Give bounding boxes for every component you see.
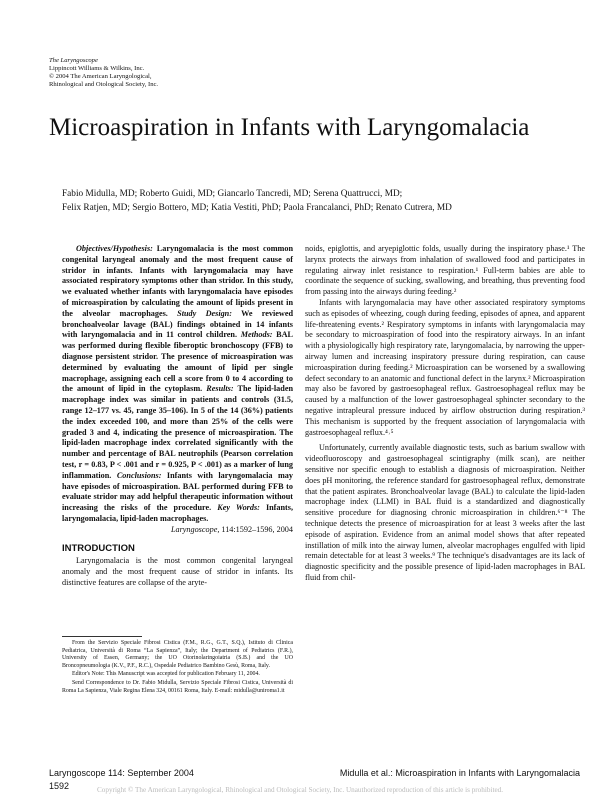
body-paragraph-3: Unfortunately, currently available diagnostic tests, such as barium swallow with videofluoroscopy and gastroesophageal scintigraphy (milk scan), are neither sensitive nor specific enough to establish a diagnosis of microaspiration. Neither does pH monitoring, the reference standard for gastroesophageal reflux, demonstrate that the patient aspirates. Bronchoalveolar lavage (BAL) to calculate the lipid-laden macrophage index (LLMI) in BAL fluid is a standardized and diagnostically sensitive procedure for diagnosing chronic microaspiration in children.⁶⁻⁸ The technique detects the presence of microaspiration for at least 3 weeks after the last episode of aspiration. Evidence from an animal model shows that after repeated instillation of milk into the airway lumen, alveolar macrophages engulfed with lipid remain detectable for at least 3 weeks.⁹ The technique's disadvantages are its lack of diagnostic specificity and the possible presence of lipid-laden macrophages in BAL fluid from chil-: [305, 443, 585, 582]
design-text: We reviewed bronchoalveolar lavage (BAL) findings obtained in 14 infants with laryngomalacia and in 11 control children.: [62, 308, 294, 340]
body-paragraph-2: Infants with laryngomalacia may have other associated respiratory symptoms such as episodes of wheezing, cough during feeding, episodes of apnea, and apparent life-threatening events.² Respiratory symptoms in infants with laryngomalacia may be secondary to microaspiration of food into the respiratory airways. In an infant with a physiologically high respiratory rate, laryngomalacia, by narrowing the upper-airway lumen and increasing inspiratory pressure during respiration, can cause microaspiration during feeding.² Microaspiration can be worsened by a swallowing defect secondary to an anatomic and functional defect in the larynx.² Microaspiration may also be favored by gastroesophageal reflux. Gastroesophageal reflux may be caused by a malfunction of the lower gastroesophageal sphincter secondary to the negative intrapleural pressure induced by airflow obstruction during respiration.³ This mechanism is supported by the frequent association of laryngomalacia with gastroesophageal reflux.⁴˒⁵: [305, 297, 585, 437]
author-list: [62, 187, 582, 215]
right-column: [305, 244, 585, 584]
journal-copyright-1: © 2004 The American Laryngological,: [49, 73, 152, 80]
footer-journal: Laryngoscope 114: September 2004: [49, 768, 194, 778]
design-label: Study Design:: [177, 308, 232, 318]
footnotes: [62, 640, 293, 696]
keywords-label: Key Words:: [217, 503, 260, 513]
copyright-watermark: Copyright © The American Laryngological, Rhinological and Otological Society, Inc. Unauthorized reproduction of this article is prohibited.: [96, 786, 504, 794]
methods-label: Methods:: [240, 330, 273, 340]
citation-ref: 114:1592–1596, 2004: [221, 524, 293, 534]
methods-text: BAL was performed during flexible fiberoptic bronchoscopy (FFB) to diagnose persistent stridor. The presence of microaspiration was determined by evaluating the amount of lipid per single macrophage, assigning each cell a score from 0 to 4 according to the amount of lipid in the cytoplasm.: [62, 330, 294, 394]
citation: [62, 525, 293, 536]
conclusions-text: Infants with laryngomalacia may have episodes of microaspiration. BAL performed during FFB to evaluate stridor may add helpful therapeutic information without increasing the risks of the procedure.: [62, 470, 293, 513]
conclusions-label: Conclusions:: [116, 470, 162, 480]
objectives-label: Objectives/Hypothesis:: [76, 244, 153, 253]
citation-journal: Laryngoscope,: [170, 524, 220, 534]
footnote-affiliations: From the Servizio Speciale Fibrosi Cistica (F.M., R.G., G.T., S.Q.), Istituto di Clinica Pediatrica, Università di Roma “La Sapienza”, Italy; the Department of Pediatrics (F.R.), University of Essen, Germany; the UO Otorinolaringoiatria (S.B.) and the UO Broncopneumologia (K.V., P.F., R.C.), Ospedale Pediatrico Bambino Gesù, Roma, Italy.: [62, 640, 293, 669]
introduction-heading: INTRODUCTION: [62, 542, 135, 554]
footnote-editor-note: Editor's Note: This Manuscript was accepted for publication February 11, 2004.: [72, 671, 260, 678]
results-text: The lipid-laden macrophage index was similar in patients and controls (31.5, range 12–177 vs. 45, range 35–106). In 5 of the 14 (36%) patients the index exceeded 100, and more than 25% of the cells were graded 3 and 4, indicating the presence of microaspiration. The lipid-laden macrophage index correlated significantly with the number and percentage of BAL neutrophils (Pearson correlation test, r = 0.83, P < .001 and r = 0.925, P < .001) as a marker of lung inflammation.: [62, 384, 294, 480]
keywords-text: Infants, laryngomalacia, lipid-laden macrophages.: [62, 503, 294, 523]
journal-copyright-2: Rhinological and Otological Society, Inc.: [49, 81, 159, 88]
footnote-divider: [62, 636, 142, 637]
objectives-text: Laryngomalacia is the most common congenital laryngeal anomaly and the most frequent cause of stridor in infants. Infants with laryngomalacia may have associated respiratory symptoms other than stridor. In this study, we evaluated whether infants with laryngomalacia have episodes of microaspiration by calculating the amount of lipids present in the alveolar macrophages.: [62, 244, 293, 318]
results-label: Results:: [206, 384, 234, 394]
abstract: [62, 244, 293, 525]
footnote-correspondence: Send Correspondence to Dr. Fabio Midulla, Servizio Speciale Fibrosi Cistica, Università di Roma La Sapienza, Viale Regina Elena 324, 00161 Roma, Italy. E-mail: midulla@uniroma1.it: [62, 679, 293, 694]
journal-name: The Laryngoscope: [49, 57, 98, 64]
left-column: [62, 244, 293, 589]
authors-line-1: Fabio Midulla, MD; Roberto Guidi, MD; Giancarlo Tancredi, MD; Serena Quattrucci, MD;: [62, 189, 403, 199]
authors-line-2: Felix Ratjen, MD; Sergio Bottero, MD; Katia Vestiti, PhD; Paola Francalanci, PhD; Renato Cutrera, MD: [62, 203, 452, 213]
introduction-paragraph: Laryngomalacia is the most common congenital laryngeal anomaly and the most frequent cause of stridor in infants. Its distinctive features are collapse of the aryte-: [62, 556, 293, 587]
article-title: Microaspiration in Infants with Laryngomalacia: [49, 114, 530, 141]
page-number: 1592: [49, 781, 70, 791]
journal-header: [49, 57, 158, 89]
journal-publisher: Lippincott Williams & Wilkins, Inc.: [49, 65, 145, 72]
body-paragraph-1: noids, epiglottis, and aryepiglottic folds, usually during the inspiratory phase.¹ The larynx protects the airways from inhalation of swallowed food and participates in regulating airway inlet resistance to respiration.¹ Full-term babies are able to coordinate the sequence of sucking, swallowing, and breathing, thus preventing food from passing into the airways during feeding.²: [305, 244, 585, 297]
footer-running-title: Midulla et al.: Microaspiration in Infants with Laryngomalacia: [339, 768, 580, 778]
